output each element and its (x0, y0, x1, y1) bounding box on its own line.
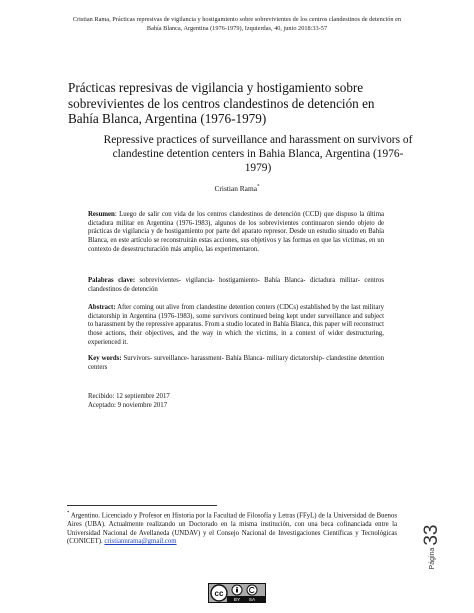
author-email-link[interactable]: cristiannrama@gmail.com (104, 538, 177, 546)
running-header-line-2: Bahía Blanca, Argentina (1976-1979), Izquierdas, 40, junio 2018:33-57 (146, 24, 328, 32)
resumen-text: : Luego de salir con vida de los centros clandestinos de detención (CCD) que dispuso la última dictadura militar en Argentina (1976-1983), algunos de los sobrevivientes continuaron siendo objeto de prácticas de vigilancia y de hostigamiento por parte del aparato represor. Desde un estudio situado en Bahía Blanca, en este artículo se reconstruirán estas acciones, sus objetivos y las formas en que las víctimas, en un contexto de desestructuración más amplio, las experimentaron. (88, 211, 384, 253)
creative-commons-license-badge[interactable] (208, 583, 266, 603)
palabras-clave-text: sobrevivientes- vigilancia- hostigamiento- Bahía Blanca- dictadura militar- centros clandestinos de detención (88, 277, 385, 293)
footnote-marker: * (67, 511, 70, 516)
keywords-paragraph (88, 355, 384, 372)
running-header (40, 16, 434, 33)
author-name: Cristian Rama (214, 184, 257, 193)
svg-text:cc: cc (214, 588, 224, 598)
author-line (0, 184, 474, 193)
article-title-english: Repressive practices of surveillance and harassment on survivors of clandestine detention centers in Bahia Blanca, Argentina (1976-1979) (103, 134, 413, 174)
abstract-label: Abstract: (88, 304, 116, 311)
palabras-clave-paragraph (88, 277, 384, 294)
footnote-divider (67, 505, 217, 506)
keywords-text: Survivors- surveillance- harassment- Bahía Blanca- military dictatorship- clandestine detention centers (88, 355, 384, 371)
resumen-paragraph (88, 211, 384, 255)
abstract-text: After coming out alive from clandestine detention centers (CDCs) established by the last military dictatorship in Argentina (1976-1983), some survivors continued being kept under surveillance and subject to harassment by the repressive apparatus. From a studio located in Bahía Blanca, this paper will reconstruct those actions, their objectives, and the way in which the victims, in a context of wider destructuring, experienced it. (88, 304, 384, 346)
page-number-value: 33 (421, 524, 442, 546)
author-footnote (67, 510, 397, 547)
article-title-spanish: Prácticas represivas de vigilancia y hostigamiento sobre sobrevivientes de los centros clandestinos de detención en Bahía Blanca, Argentina (1976-1979) (68, 80, 375, 127)
received-date: Recibido: 12 septiembre 2017 (88, 393, 170, 400)
accepted-date: Aceptado: 9 noviembre 2017 (88, 402, 168, 409)
footnote-text: Argentino. Licenciado y Profesor en Historia por la Facultad de Filosofía y Letras (FFyL) de la Universidad de Buenos Aires (UBA). Actualmente realizando un Doctorado en la misma institución, con una beca cofinanciada entre la Universidad Nacional de Avellaneda (UNDAV) y el Consejo Nacional de Investigaciones Científicas y Tecnológicas (CONICET). (67, 512, 397, 546)
cc-by-sa-logo-icon (209, 584, 265, 602)
resumen-label: Resumen (88, 211, 115, 218)
license-by-label: BY (233, 597, 241, 602)
keywords-label: Key words: (88, 355, 122, 362)
page-number (422, 512, 442, 582)
palabras-clave-label: Palabras clave: (88, 277, 136, 284)
abstract-paragraph (88, 304, 384, 348)
author-footnote-marker[interactable]: * (257, 184, 260, 190)
license-sa-label: SA (248, 597, 256, 602)
page-label: Página (429, 547, 436, 570)
running-header-line-1: Cristian Rama, Prácticas represivas de vigilancia y hostigamiento sobre sobrevivientes de los centros clandestinos de detención en (72, 16, 402, 23)
